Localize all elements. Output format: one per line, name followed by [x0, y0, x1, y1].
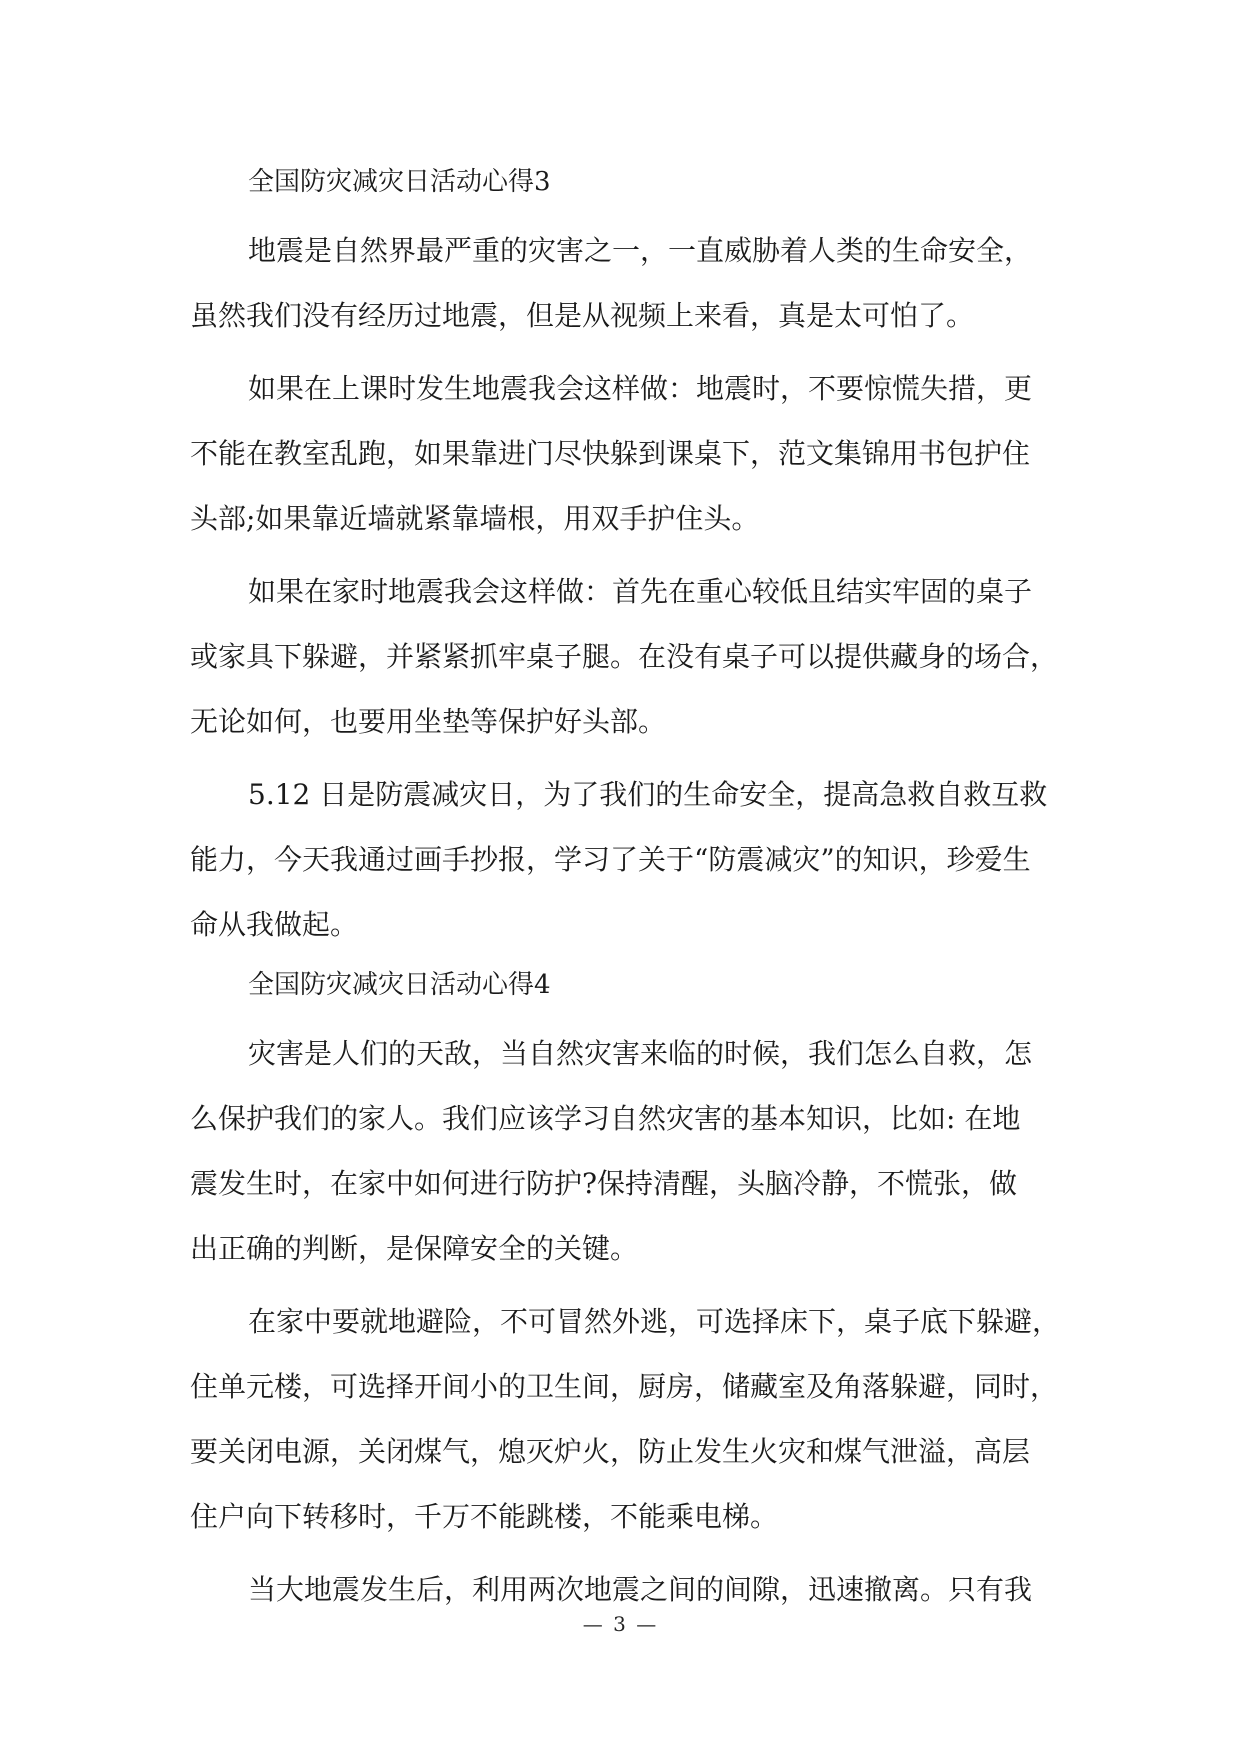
paragraph-line: 住单元楼，可选择开间小的卫生间，厨房，储藏室及角落躲避，同时，: [190, 1370, 1059, 1403]
paragraph-line: 在家中要就地避险，不可冒然外逃，可选择床下，桌子底下躲避，: [248, 1305, 1061, 1338]
paragraph-line: 5.12 日是防震减灾日，为了我们的生命安全，提高急救自救互救: [248, 778, 1048, 811]
paragraph-line: 如果在家时地震我会这样做：首先在重心较低且结实牢固的桌子: [248, 575, 1033, 608]
paragraph-line: 如果在上课时发生地震我会这样做：地震时，不要惊慌失措，更: [248, 372, 1033, 405]
paragraph-line: 或家具下躲避，并紧紧抓牢桌子腿。在没有桌子可以提供藏身的场合，: [190, 640, 1059, 673]
section-heading: 全国防灾减灾日活动心得3: [248, 167, 551, 197]
paragraph-line: 灾害是人们的天敌，当自然灾害来临的时候，我们怎么自救，怎: [248, 1037, 1033, 1070]
paragraph-line: 住户向下转移时，千万不能跳楼，不能乘电梯。: [190, 1500, 779, 1533]
paragraph-line: 不能在教室乱跑，如果靠进门尽快躲到课桌下，范文集锦用书包护住: [190, 437, 1031, 470]
paragraph: [190, 762, 1070, 957]
section-heading: 全国防灾减灾日活动心得4: [248, 970, 551, 1000]
page-number: — 3 —: [582, 1612, 659, 1636]
paragraph-line: 出正确的判断，是保障安全的关键。: [190, 1232, 639, 1265]
paragraph-line: 地震是自然界最严重的灾害之一，一直威胁着人类的生命安全，: [248, 234, 1033, 267]
paragraph: [190, 218, 1070, 348]
document-body: [190, 162, 1070, 1630]
paragraph-line: 要关闭电源，关闭煤气，熄灭炉火，防止发生火灾和煤气泄溢，高层: [190, 1435, 1031, 1468]
paragraph-line: 震发生时，在家中如何进行防护?保持清醒，头脑冷静，不慌张，做: [190, 1167, 1018, 1200]
paragraph: [190, 1021, 1070, 1281]
paragraph-line: 能力，今天我通过画手抄报，学习了关于“防震减灾”的知识，珍爱生: [190, 843, 1031, 876]
paragraph-line: 命从我做起。: [190, 908, 359, 941]
paragraph-line: 虽然我们没有经历过地震，但是从视频上来看，真是太可怕了。: [190, 299, 975, 332]
paragraph-line: 头部;如果靠近墙就紧靠墙根，用双手护住头。: [190, 502, 760, 535]
paragraph-line: 么保护我们的家人。我们应该学习自然灾害的基本知识，比如: 在地: [190, 1102, 1021, 1135]
paragraph-line: 当大地震发生后，利用两次地震之间的间隙，迅速撤离。只有我: [248, 1573, 1033, 1606]
paragraph: [190, 559, 1070, 754]
paragraph-line: 无论如何，也要用坐垫等保护好头部。: [190, 705, 667, 738]
paragraph: [190, 356, 1070, 551]
paragraph: [190, 1289, 1070, 1549]
